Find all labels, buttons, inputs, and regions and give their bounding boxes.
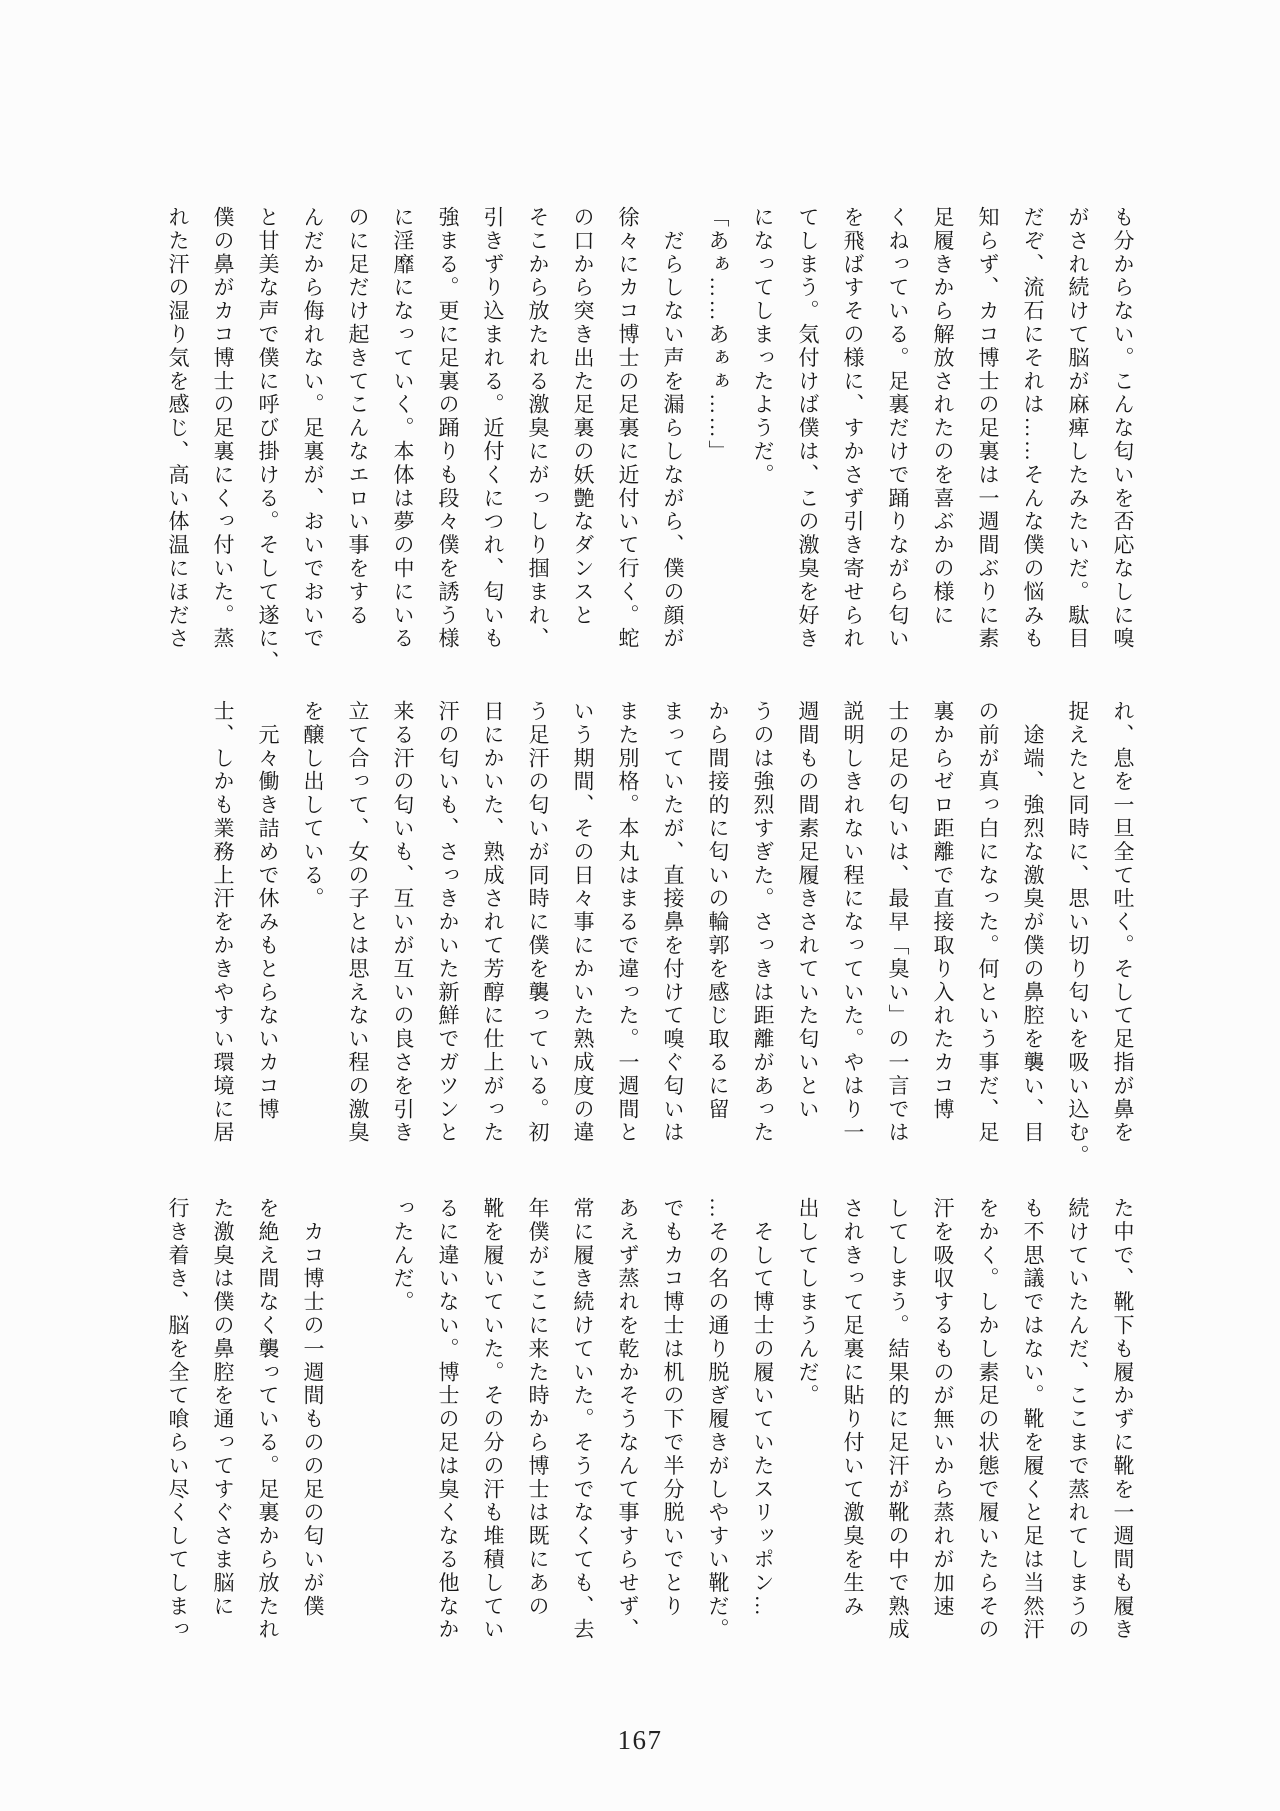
- text-column: 足履きから解放されたのを喜ぶかの様に: [931, 206, 955, 628]
- text-column: うのは強烈すぎた。さっきは距離があった: [751, 700, 775, 1145]
- text-column: た中で、靴下も履かずに靴を一週間も履き: [1111, 1197, 1135, 1642]
- text-column: 途端、強烈な激臭が僕の鼻腔を襲い、目: [1021, 700, 1045, 1145]
- text-column: を飛ばすその様に、すかさず引き寄せられ: [841, 206, 865, 651]
- text-column: てしまう。気付けば僕は、この激臭を好き: [796, 206, 820, 651]
- text-column: 引きずり込まれる。近付くにつれ、匂いも: [481, 206, 505, 651]
- text-column: の口から突き出た足裏の妖艶なダンスと: [571, 206, 595, 628]
- text-column: 続けていたんだ、ここまで蒸れてしまうの: [1066, 1197, 1090, 1642]
- text-column: を絶え間なく襲っている。足裏から放たれ: [256, 1197, 280, 1642]
- text-column: 強まる。更に足裏の踊りも段々僕を誘う様: [436, 206, 460, 651]
- text-column: 僕の鼻がカコ博士の足裏にくっ付いた。蒸: [211, 206, 235, 651]
- text-column: 汗を吸収するものが無いから蒸れが加速: [931, 1197, 955, 1619]
- text-column: のに足だけ起きてこんなエロい事をする: [346, 206, 370, 628]
- text-column: 元々働き詰めで休みもとらないカコ博: [256, 700, 280, 1122]
- text-column: の前が真っ白になった。何という事だ、足: [976, 700, 1000, 1145]
- text-column: 捉えたと同時に、思い切り匂いを吸い込む。: [1066, 700, 1090, 1168]
- text-row-3: [155, 1197, 1145, 1649]
- text-column: そこから放たれる激臭にがっしり掴まれ、: [526, 206, 550, 651]
- text-column: 年僕がここに来た時から博士は既にあの: [526, 1197, 550, 1619]
- text-column: ったんだ。: [391, 1197, 415, 1314]
- text-column: されきって足裏に貼り付いて激臭を生み: [841, 1197, 865, 1619]
- text-column: 行き着き、脳を全て喰らい尽くしてしまっ: [166, 1197, 190, 1642]
- text-column: だらしない声を漏らしながら、僕の顔が: [661, 206, 685, 651]
- text-column: 週間もの間素足履きされていた匂いとい: [796, 700, 820, 1122]
- text-column: 来る汗の匂いも、互いが互いの良さを引き: [391, 700, 415, 1145]
- text-column: 靴を履いていた。その分の汗も堆積してい: [481, 1197, 505, 1642]
- text-column: れた汗の湿り気を感じ、高い体温にほださ: [166, 206, 190, 651]
- text-column: も分からない。こんな匂いを否応なしに嗅: [1111, 206, 1135, 651]
- text-column: 日にかいた、熟成されて芳醇に仕上がった: [481, 700, 505, 1145]
- text-column: まっていたが、直接鼻を付けて嗅ぐ匂いは: [661, 700, 685, 1145]
- text-column: あえず蒸れを乾かそうなんて事すらせず、: [616, 1197, 640, 1642]
- text-column: に淫靡になっていく。本体は夢の中にいる: [391, 206, 415, 651]
- text-column: と甘美な声で僕に呼び掛ける。そして遂に、: [256, 206, 280, 674]
- text-column: 士の足の匂いは、最早「臭い」の一言では: [886, 700, 910, 1145]
- text-column: 汗の匂いも、さっきかいた新鮮でガツンと: [436, 700, 460, 1145]
- text-column: になってしまったようだ。: [751, 206, 775, 487]
- text-column: そして博士の履いていたスリッポン…: [751, 1197, 775, 1619]
- text-column: 徐々にカコ博士の足裏に近付いて行く。蛇: [616, 206, 640, 651]
- text-column: 「あぁ……あぁぁ……」: [706, 206, 730, 464]
- text-row-2: [200, 700, 1145, 1168]
- text-column: 裏からゼロ距離で直接取り入れたカコ博: [931, 700, 955, 1122]
- text-column: いう期間、その日々事にかいた熟成度の違: [571, 700, 595, 1145]
- text-column: [335, 1197, 380, 1649]
- text-column: してしまう。結果的に足汗が靴の中で熟成: [886, 1197, 910, 1642]
- text-column: 出してしまうんだ。: [796, 1197, 820, 1408]
- text-column: 士、しかも業務上汗をかきやすい環境に居: [211, 700, 235, 1145]
- page-number: 167: [617, 1725, 663, 1755]
- text-column: 常に履き続けていた。そうでなくても、去: [571, 1197, 595, 1642]
- text-column: た激臭は僕の鼻腔を通ってすぐさま脳に: [211, 1197, 235, 1619]
- text-column: 知らず、カコ博士の足裏は一週間ぶりに素: [976, 206, 1000, 651]
- text-column: れ、息を一旦全て吐く。そして足指が鼻を: [1111, 700, 1135, 1145]
- text-column: から間接的に匂いの輪郭を感じ取るに留: [706, 700, 730, 1122]
- text-column: るに違いない。博士の足は臭くなる他なか: [436, 1197, 460, 1642]
- text-column: も不思議ではない。靴を履くと足は当然汗: [1021, 1197, 1045, 1642]
- text-row-1: [155, 206, 1145, 674]
- text-column: がされ続けて脳が麻痺したみたいだ。駄目: [1066, 206, 1090, 651]
- text-column: う足汗の匂いが同時に僕を襲っている。初: [526, 700, 550, 1145]
- text-column: また別格。本丸はまるで違った。一週間と: [616, 700, 640, 1145]
- text-column: んだから侮れない。足裏が、おいでおいで: [301, 206, 325, 651]
- text-column: 説明しきれない程になっていた。やはり一: [841, 700, 865, 1145]
- text-column: でもカコ博士は机の下で半分脱いでとり: [661, 1197, 685, 1619]
- text-column: を醸し出している。: [301, 700, 325, 911]
- text-column: をかく。しかし素足の状態で履いたらその: [976, 1197, 1000, 1642]
- text-column: カコ博士の一週間ものの足の匂いが僕: [301, 1197, 325, 1619]
- text-column: …その名の通り脱ぎ履きがしやすい靴だ。: [706, 1197, 730, 1642]
- text-column: くねっている。足裏だけで踊りながら匂い: [886, 206, 910, 651]
- text-column: 立て合って、女の子とは思えない程の激臭: [346, 700, 370, 1145]
- text-column: だぞ、流石にそれは……そんな僕の悩みも: [1021, 206, 1045, 651]
